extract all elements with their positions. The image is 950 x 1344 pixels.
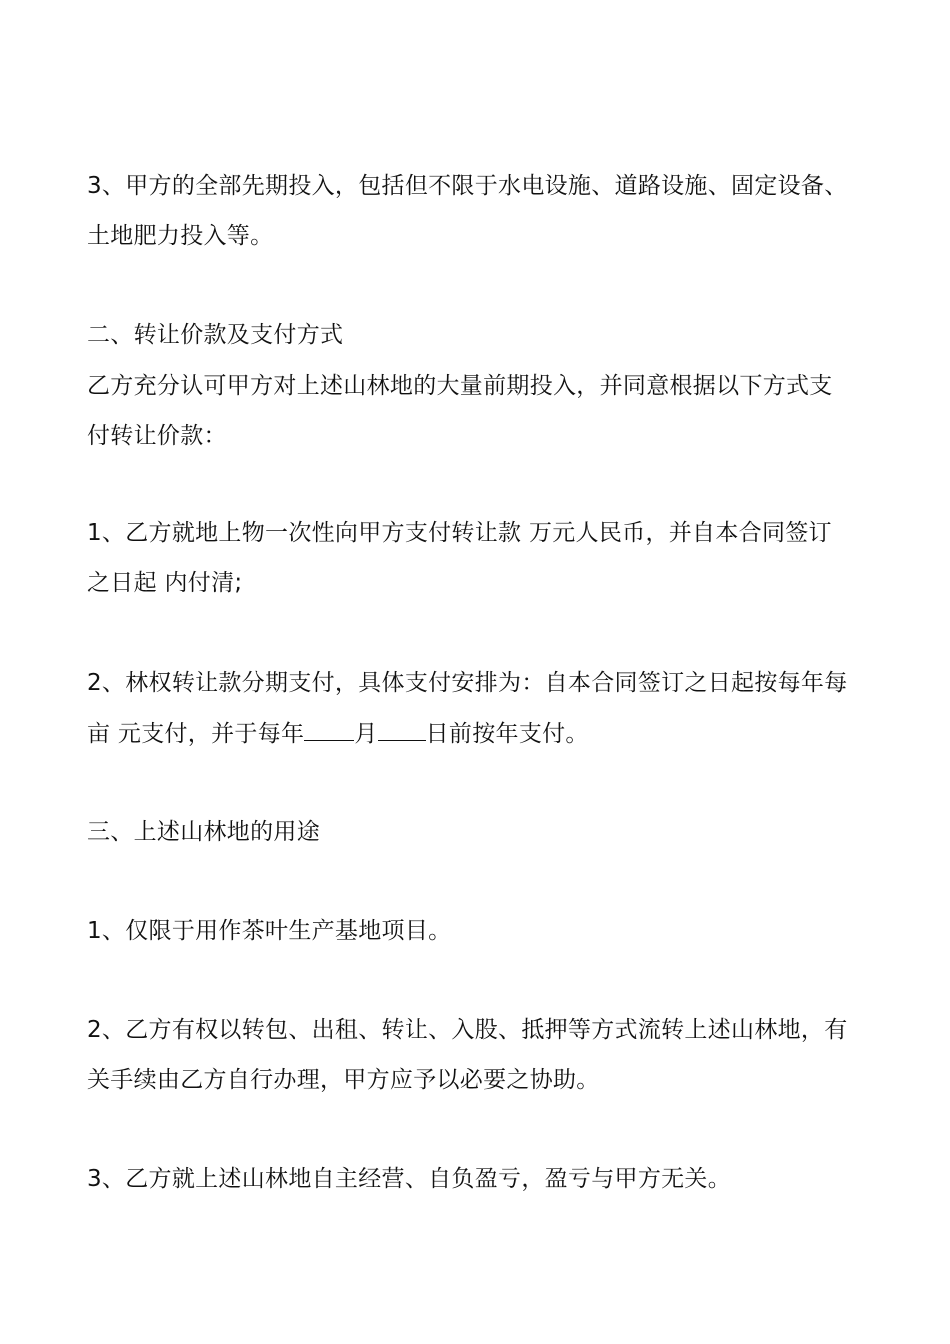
clause-3-2-line-1: 2、乙方有权以转包、出租、转让、入股、抵押等方式流转上述山林地，有 [87,1017,848,1043]
clause-2-1-line-1: 1、乙方就地上物一次性向甲方支付转让款 万元人民币，并自本合同签订 [87,520,832,546]
day-blank[interactable] [378,718,426,741]
section-2-intro-line-1: 乙方充分认可甲方对上述山林地的大量前期投入，并同意根据以下方式支 [87,373,833,399]
section-3-heading: 三、上述山林地的用途 [87,819,320,845]
clause-3-1: 1、仅限于用作茶叶生产基地项目。 [87,918,452,944]
section-2-intro-line-2: 付转让价款： [87,423,227,449]
clause-2-2-text-b: 月 [354,721,378,747]
clause-2-2-line-1: 2、林权转让款分期支付，具体支付安排为：自本合同签订之日起按每年每 [87,670,848,696]
clause-3-3: 3、乙方就上述山林地自主经营、自负盈亏，盈亏与甲方无关。 [87,1166,732,1192]
clause-2-2-line-2 [87,718,589,749]
month-blank[interactable] [304,718,354,741]
clause-2-2-text-c: 日前按年支付。 [425,721,589,747]
clause-2-2-text-a: 亩 元支付，并于每年 [87,721,305,747]
clause-3-2-line-2: 关手续由乙方自行办理，甲方应予以必要之协助。 [87,1067,600,1093]
section-2-heading: 二、转让价款及支付方式 [87,322,344,348]
clause-2-1-line-2: 之日起 内付清; [87,570,243,596]
clause-1-3-line-2: 土地肥力投入等。 [87,223,274,249]
clause-1-3-line-1: 3、甲方的全部先期投入，包括但不限于水电设施、道路设施、固定设备、 [87,173,848,199]
